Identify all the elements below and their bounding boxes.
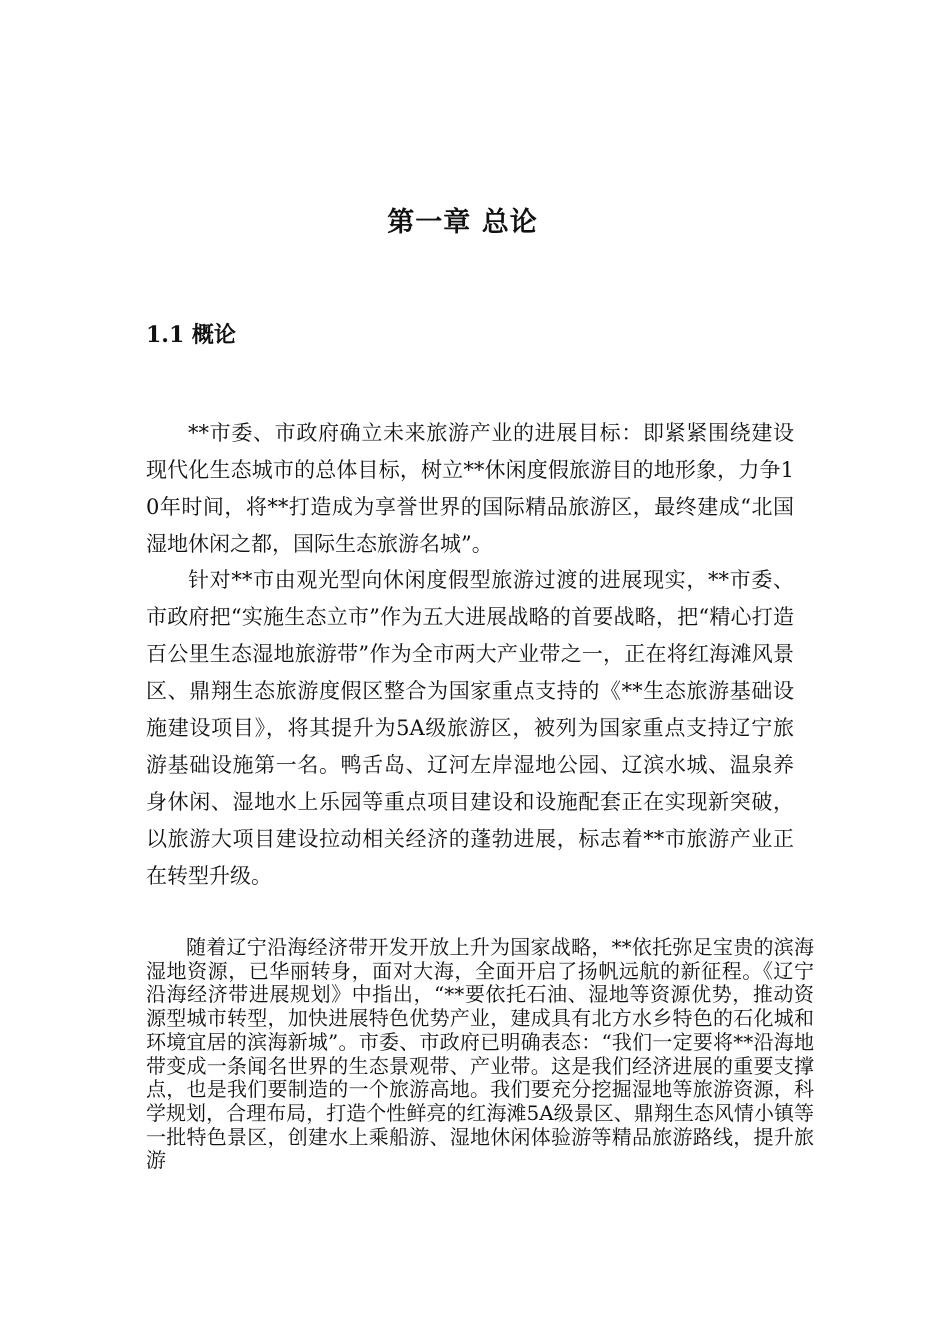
body-paragraph: **市委、市政府确立未来旅游产业的进展目标：即紧紧围绕建设现代化生态城市的总体目标，树立**休闲度假旅游目的地形象，力争10年时间，将**打造成为享誉世界的国际精品旅游区，最终建成“北国湿地休闲之都，国际生态旅游名城”。 xyxy=(146,421,794,556)
chapter-title: 第一章 总论 xyxy=(387,207,538,238)
section-title: 1.1 概论 xyxy=(146,322,236,348)
body-paragraph: 针对**市由观光型向休闲度假型旅游过渡的进展现实，**市委、市政府把“实施生态立市”作为五大进展战略的首要战略，把“精心打造百公里生态湿地旅游带”作为全市两大产业带之一，正在将红海滩风景区、鼎翔生态旅游度假区整合为国家重点支持的《**生态旅游基础设施建设项目》，将其提升为5A级旅游区，被列为国家重点支持辽宁旅游基础设施第一名。鸭舌岛、辽河左岸湿地公园、辽滨水城、温泉养身休闲、湿地水上乐园等重点项目建设和设施配套正在实现新突破，以旅游大项目建设拉动相关经济的蓬勃进展，标志着**市旅游产业正在转型升级。 xyxy=(146,568,794,888)
body-paragraph: 随着辽宁沿海经济带开发开放上升为国家战略，**依托弥足宝贵的滨海湿地资源，已华丽转身，面对大海，全面开启了扬帆远航的新征程。《辽宁沿海经济带进展规划》中指出，“**要依托石油、湿地等资源优势，推动资源型城市转型，加快进展特色优势产业，建成具有北方水乡特色的石化城和环境宜居的滨海新城”。市委、市政府已明确表态：“我们一定要将**沿海地带变成一条闻名世界的生态景观带、产业带。这是我们经济进展的重要支撑点，也是我们要制造的一个旅游高地。我们要充分挖掘湿地等旅游资源，科学规划，合理布局，打造个性鲜亮的红海滩5A级景区、鼎翔生态风情小镇等一批特色景区，创建水上乘船游、湿地休闲体验游等精品旅游路线，提升旅游 xyxy=(146,935,814,1173)
